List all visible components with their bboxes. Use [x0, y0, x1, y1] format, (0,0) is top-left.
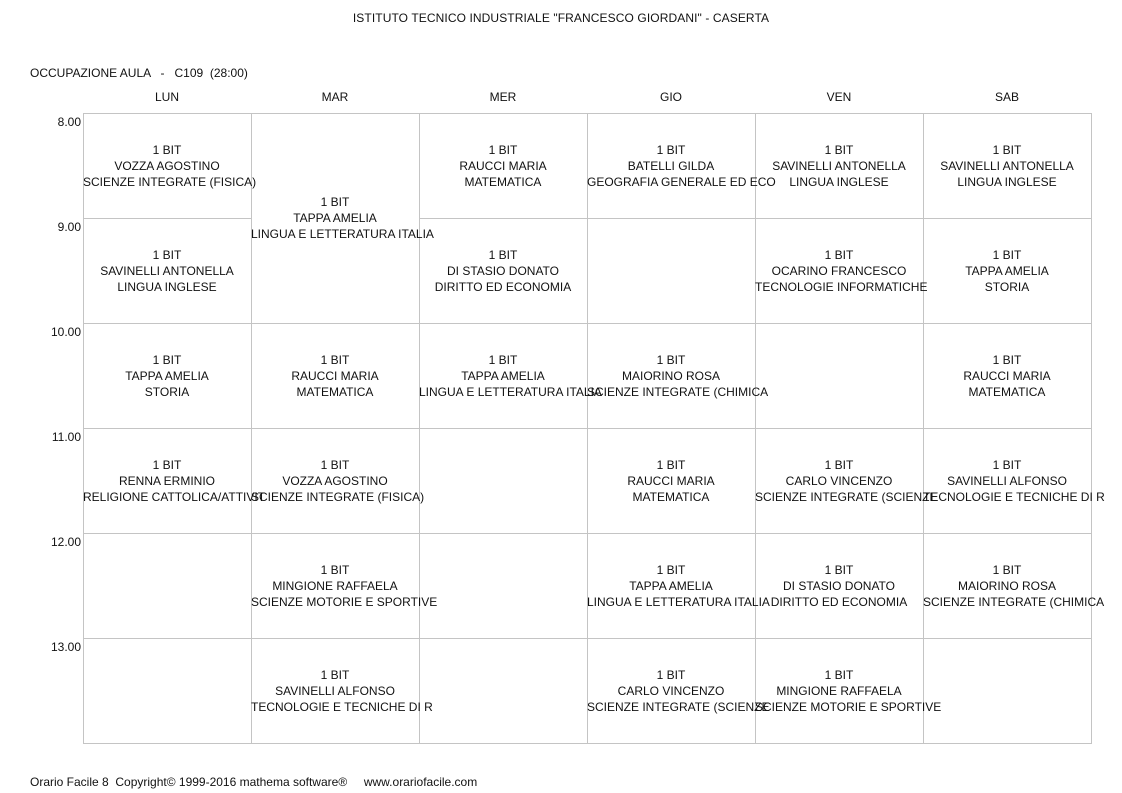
empty-slot — [755, 323, 924, 429]
lesson-subject: TECNOLOGIE E TECNICHE DI R — [923, 489, 1105, 504]
time-label: 8.00 — [57, 115, 81, 129]
lesson-teacher: MINGIONE RAFFAELA — [272, 578, 398, 593]
lesson-subject: MATEMATICA — [296, 384, 374, 399]
footer-copyright: Orario Facile 8 Copyright© 1999-2016 mathema software® — [30, 775, 348, 789]
lesson-cell — [755, 218, 928, 324]
lesson-cell — [755, 638, 942, 744]
lesson-teacher: TAPPA AMELIA — [461, 368, 545, 383]
lesson-cell — [923, 218, 1092, 324]
lesson-cell — [419, 218, 588, 324]
lesson-class: 1 BIT — [824, 247, 854, 262]
lesson-cell — [587, 323, 769, 429]
lesson-cell — [923, 323, 1092, 429]
room-weekly-hours: (28:00) — [209, 66, 248, 80]
lesson-class: 1 BIT — [824, 457, 854, 472]
lesson-class: 1 BIT — [656, 457, 686, 472]
empty-slot — [419, 638, 588, 744]
empty-slot — [83, 638, 252, 744]
lesson-teacher: SAVINELLI ALFONSO — [947, 473, 1067, 488]
lesson-cell — [923, 533, 1105, 639]
lesson-class: 1 BIT — [320, 667, 350, 682]
lesson-cell — [755, 533, 924, 639]
room-code: C109 — [174, 66, 204, 80]
day-header-mer: MER — [489, 90, 517, 104]
lesson-subject: SCIENZE MOTORIE E SPORTIVE — [755, 699, 942, 714]
empty-slot — [419, 533, 588, 639]
lesson-subject: RELIGIONE CATTOLICA/ATTIVIT — [83, 489, 266, 504]
lesson-cell — [83, 428, 266, 534]
lesson-subject: MATEMATICA — [464, 174, 542, 189]
lesson-cell — [83, 218, 252, 324]
lesson-teacher: VOZZA AGOSTINO — [114, 158, 220, 173]
lesson-teacher: SAVINELLI ALFONSO — [275, 683, 395, 698]
lesson-teacher: BATELLI GILDA — [627, 158, 715, 173]
lesson-cell — [587, 638, 770, 744]
lesson-subject: LINGUA E LETTERATURA ITALIA — [419, 384, 602, 399]
lesson-cell — [923, 428, 1105, 534]
lesson-teacher: TAPPA AMELIA — [125, 368, 209, 383]
day-header-gio: GIO — [659, 90, 682, 104]
lesson-subject: LINGUA E LETTERATURA ITALIA — [587, 594, 770, 609]
lesson-subject: LINGUA INGLESE — [957, 174, 1057, 189]
lesson-class: 1 BIT — [992, 457, 1022, 472]
lesson-subject: STORIA — [144, 384, 190, 399]
day-header-ven: VEN — [826, 90, 852, 104]
school-title: ISTITUTO TECNICO INDUSTRIALE "FRANCESCO GIORDANI" - CASERTA — [352, 11, 770, 25]
lesson-class: 1 BIT — [656, 142, 686, 157]
lesson-teacher: TAPPA AMELIA — [293, 211, 377, 225]
lesson-teacher: MINGIONE RAFFAELA — [776, 683, 902, 698]
room-occupancy-header — [30, 66, 248, 80]
empty-slot — [587, 218, 756, 324]
lesson-teacher: DI STASIO DONATO — [782, 578, 895, 593]
lesson-class: 1 BIT — [992, 352, 1022, 367]
lesson-class: 1 BIT — [656, 667, 686, 682]
lesson-subject: MATEMATICA — [968, 384, 1046, 399]
footer-website-link[interactable]: www.orariofacile.com — [363, 775, 478, 789]
lesson-class: 1 BIT — [824, 562, 854, 577]
lesson-subject: SCIENZE INTEGRATE (CHIMICA — [923, 594, 1105, 609]
lesson-class: 1 BIT — [824, 667, 854, 682]
lesson-teacher: RAUCCI MARIA — [459, 158, 547, 173]
timetable-grid — [83, 113, 1105, 743]
lesson-teacher: OCARINO FRANCESCO — [771, 263, 907, 278]
lesson-subject: TECNOLOGIE INFORMATICHE — [755, 279, 928, 294]
room-occupancy-label: OCCUPAZIONE AULA — [30, 66, 151, 80]
lesson-subject: TECNOLOGIE E TECNICHE DI R — [251, 699, 433, 714]
day-header-mar: MAR — [321, 90, 349, 104]
lesson-class: 1 BIT — [656, 562, 686, 577]
lesson-cell — [83, 113, 257, 219]
lesson-teacher: SAVINELLI ANTONELLA — [940, 158, 1074, 173]
lesson-cell — [419, 113, 588, 219]
time-label: 10.00 — [50, 325, 81, 339]
lesson-class: 1 BIT — [992, 142, 1022, 157]
lesson-subject: SCIENZE INTEGRATE (FISICA) — [83, 174, 257, 189]
lesson-class: 1 BIT — [152, 247, 182, 262]
lesson-cell — [251, 638, 433, 744]
lesson-cell — [251, 323, 420, 429]
lesson-subject: SCIENZE INTEGRATE (SCIENZE — [755, 489, 938, 504]
lesson-class: 1 BIT — [152, 352, 182, 367]
lesson-subject: LINGUA E LETTERATURA ITALIA — [251, 227, 434, 241]
lesson-subject: LINGUA INGLESE — [789, 174, 889, 189]
lesson-class: 1 BIT — [152, 142, 182, 157]
empty-slot — [923, 638, 1092, 744]
time-label: 9.00 — [57, 220, 81, 234]
lesson-class: 1 BIT — [488, 352, 518, 367]
lesson-subject: DIRITTO ED ECONOMIA — [434, 279, 572, 294]
lesson-teacher: CARLO VINCENZO — [785, 473, 893, 488]
lesson-teacher: DI STASIO DONATO — [446, 263, 559, 278]
lesson-cell — [755, 428, 938, 534]
lesson-teacher: SAVINELLI ANTONELLA — [100, 263, 234, 278]
lesson-subject: LINGUA INGLESE — [117, 279, 217, 294]
lesson-teacher: VOZZA AGOSTINO — [282, 473, 388, 488]
lesson-cell — [251, 113, 434, 324]
footer — [30, 775, 477, 789]
lesson-class: 1 BIT — [824, 142, 854, 157]
lesson-teacher: RENNA ERMINIO — [118, 473, 215, 488]
lesson-class: 1 BIT — [320, 562, 350, 577]
lesson-class: 1 BIT — [488, 247, 518, 262]
lesson-subject: SCIENZE INTEGRATE (FISICA) — [251, 489, 425, 504]
lesson-teacher: RAUCCI MARIA — [291, 368, 379, 383]
lesson-cell — [587, 428, 756, 534]
lesson-cell — [587, 113, 776, 219]
lesson-cell — [251, 533, 438, 639]
empty-slot — [83, 533, 252, 639]
lesson-class: 1 BIT — [992, 562, 1022, 577]
lesson-class: 1 BIT — [656, 352, 686, 367]
lesson-class: 1 BIT — [992, 247, 1022, 262]
lesson-subject: DIRITTO ED ECONOMIA — [770, 594, 908, 609]
day-header-sab: SAB — [994, 90, 1019, 104]
lesson-subject: MATEMATICA — [632, 489, 710, 504]
room-separator: - — [160, 66, 165, 80]
lesson-teacher: MAIORINO ROSA — [957, 578, 1056, 593]
lesson-teacher: RAUCCI MARIA — [627, 473, 715, 488]
empty-slot — [419, 428, 588, 534]
lesson-cell — [251, 428, 425, 534]
lesson-teacher: MAIORINO ROSA — [621, 368, 720, 383]
lesson-subject: GEOGRAFIA GENERALE ED ECO — [587, 174, 776, 189]
time-label: 13.00 — [50, 640, 81, 654]
lesson-teacher: CARLO VINCENZO — [617, 683, 725, 698]
lesson-teacher: TAPPA AMELIA — [629, 578, 713, 593]
lesson-teacher: TAPPA AMELIA — [965, 263, 1049, 278]
lesson-class: 1 BIT — [488, 142, 518, 157]
lesson-subject: SCIENZE INTEGRATE (CHIMICA — [587, 384, 769, 399]
lesson-teacher: RAUCCI MARIA — [963, 368, 1051, 383]
lesson-class: 1 BIT — [320, 457, 350, 472]
lesson-class: 1 BIT — [320, 195, 350, 209]
lesson-subject: STORIA — [984, 279, 1030, 294]
lesson-subject: SCIENZE INTEGRATE (SCIENZE — [587, 699, 770, 714]
lesson-class: 1 BIT — [320, 352, 350, 367]
lesson-subject: SCIENZE MOTORIE E SPORTIVE — [251, 594, 438, 609]
day-header-lun: LUN — [154, 90, 179, 104]
lesson-cell — [83, 323, 252, 429]
lesson-cell — [923, 113, 1092, 219]
lesson-cell — [419, 323, 602, 429]
time-label: 12.00 — [50, 535, 81, 549]
time-label: 11.00 — [51, 430, 81, 444]
lesson-class: 1 BIT — [152, 457, 182, 472]
lesson-teacher: SAVINELLI ANTONELLA — [772, 158, 906, 173]
lesson-cell — [587, 533, 770, 639]
lesson-cell — [755, 113, 924, 219]
